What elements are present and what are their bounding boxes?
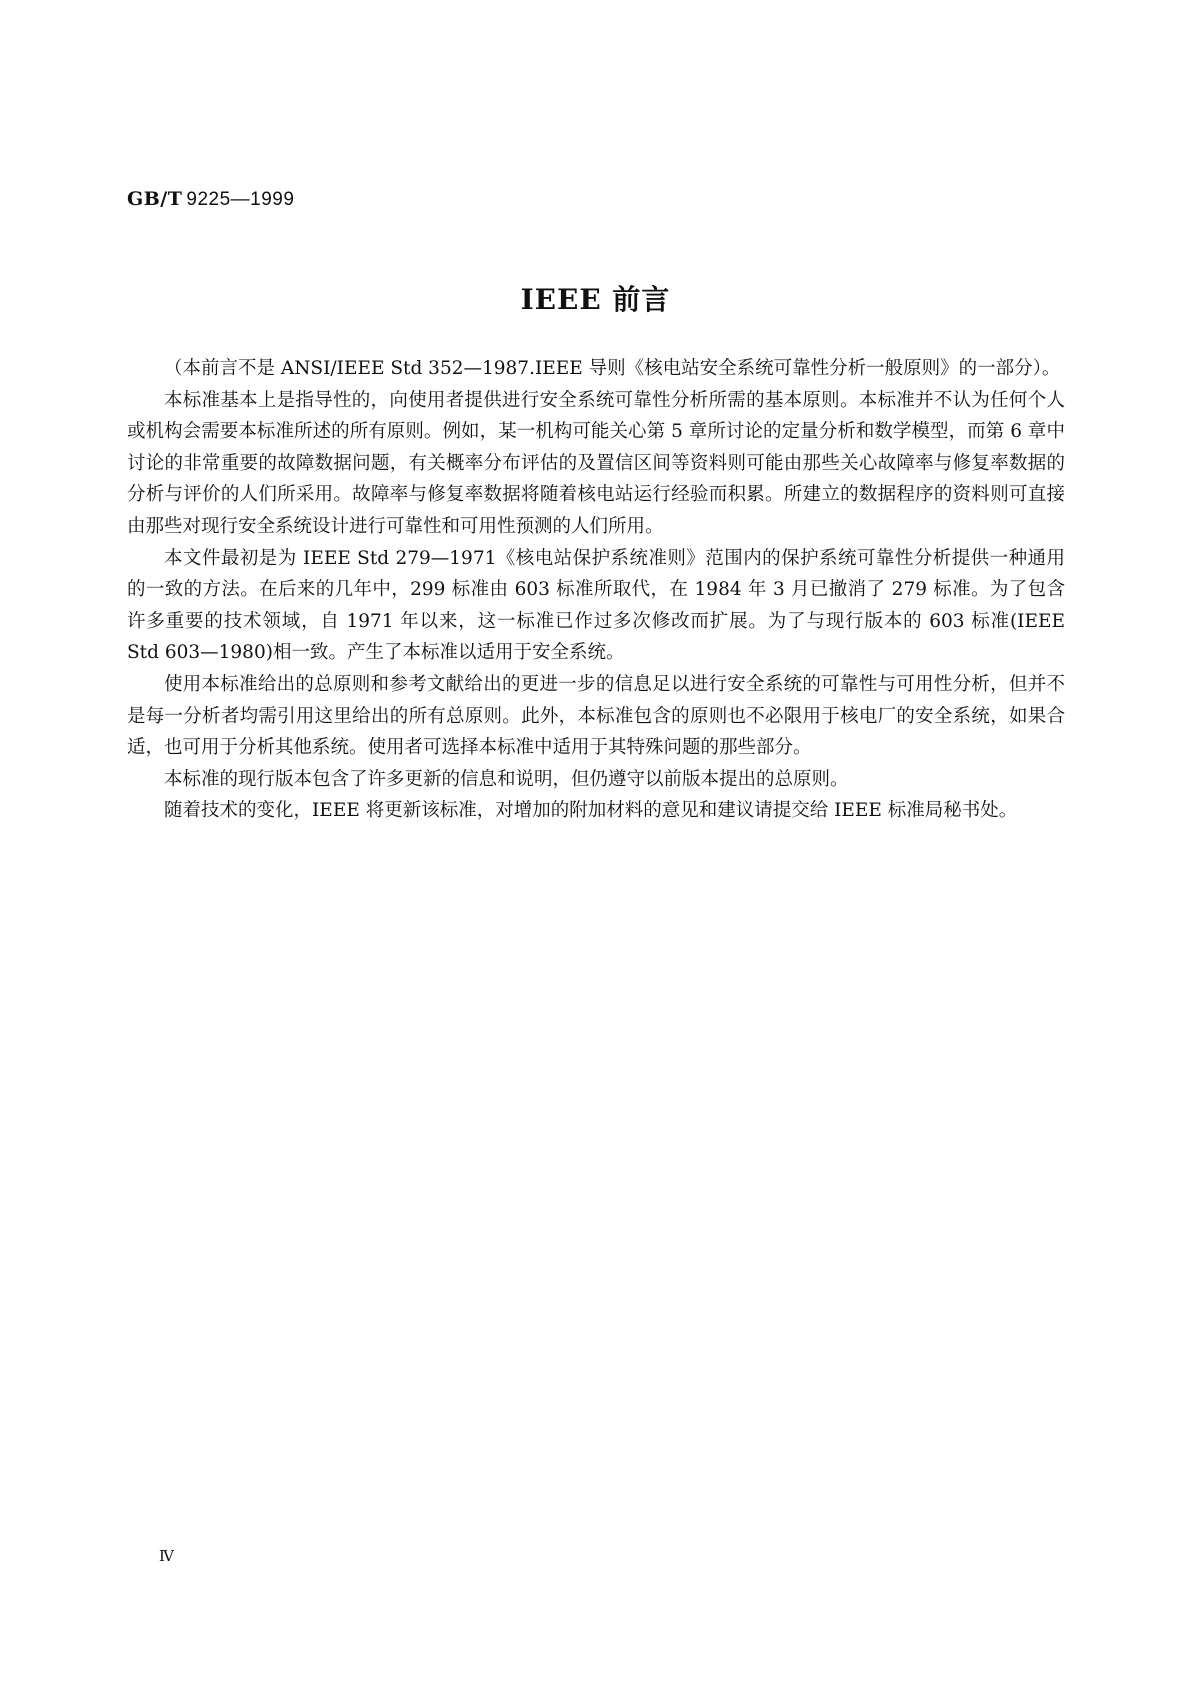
standard-prefix: GB/T [127,188,183,210]
paragraph-history: 本文件最初是为 IEEE Std 279—1971《核电站保护系统准则》范围内的保护系统可靠性分析提供一种通用的一致的方法。在后来的几年中，299 标准由 603 标准所取代，在 1984 年 3 月已撤消了 279 标准。为了包含许多重要的技术领域，自 1971 年以来，这一标准已作过多次修改而扩展。为了与现行版本的 603 标准(IEEE Std 603—1980)相一致。产生了本标准以适用于安全系统。 [127,547,1065,664]
standard-code [127,188,294,211]
standard-number: 9225—1999 [186,189,295,210]
page-title: IEEE 前言 [520,283,671,316]
paragraph-scope-note: （本前言不是 ANSI/IEEE Std 352—1987.IEEE 导则《核电站安全系统可靠性分析一般原则》的一部分）。 [164,358,1061,379]
preface-body [127,353,1065,827]
paragraph-current-version: 本标准的现行版本包含了许多更新的信息和说明，但仍遵守以前版本提出的总原则。 [164,768,849,790]
paragraph-usage: 使用本标准给出的总原则和参考文献给出的更进一步的信息足以进行安全系统的可靠性与可用性分析，但并不是每一分析者均需引用这里给出的所有总原则。此外，本标准包含的原则也不必限用于核电厂的安全系统，如果合适，也可用于分析其他系统。使用者可选择本标准中适用于其特殊问题的那些部分。 [127,673,1065,759]
page-number: Ⅳ [159,1547,174,1565]
paragraph-purpose: 本标准基本上是指导性的，向使用者提供进行安全系统可靠性分析所需的基本原则。本标准并不认为任何个人或机构会需要本标准所述的所有原则。例如，某一机构可能关心第 5 章所讨论的定量分析和数学模型，而第 6 章中讨论的非常重要的故障数据问题，有关概率分布评估的及置信区间等资料则可能由那些关心故障率与修复率数据的分析与评价的人们所采用。故障率与修复率数据将随着核电站运行经验而积累。所建立的数据程序的资料则可直接由那些对现行安全系统设计进行可靠性和可用性预测的人们所用。 [127,389,1065,537]
paragraph-updates: 随着技术的变化，IEEE 将更新该标准，对增加的附加材料的意见和建议请提交给 IEEE 标准局秘书处。 [164,800,1018,822]
